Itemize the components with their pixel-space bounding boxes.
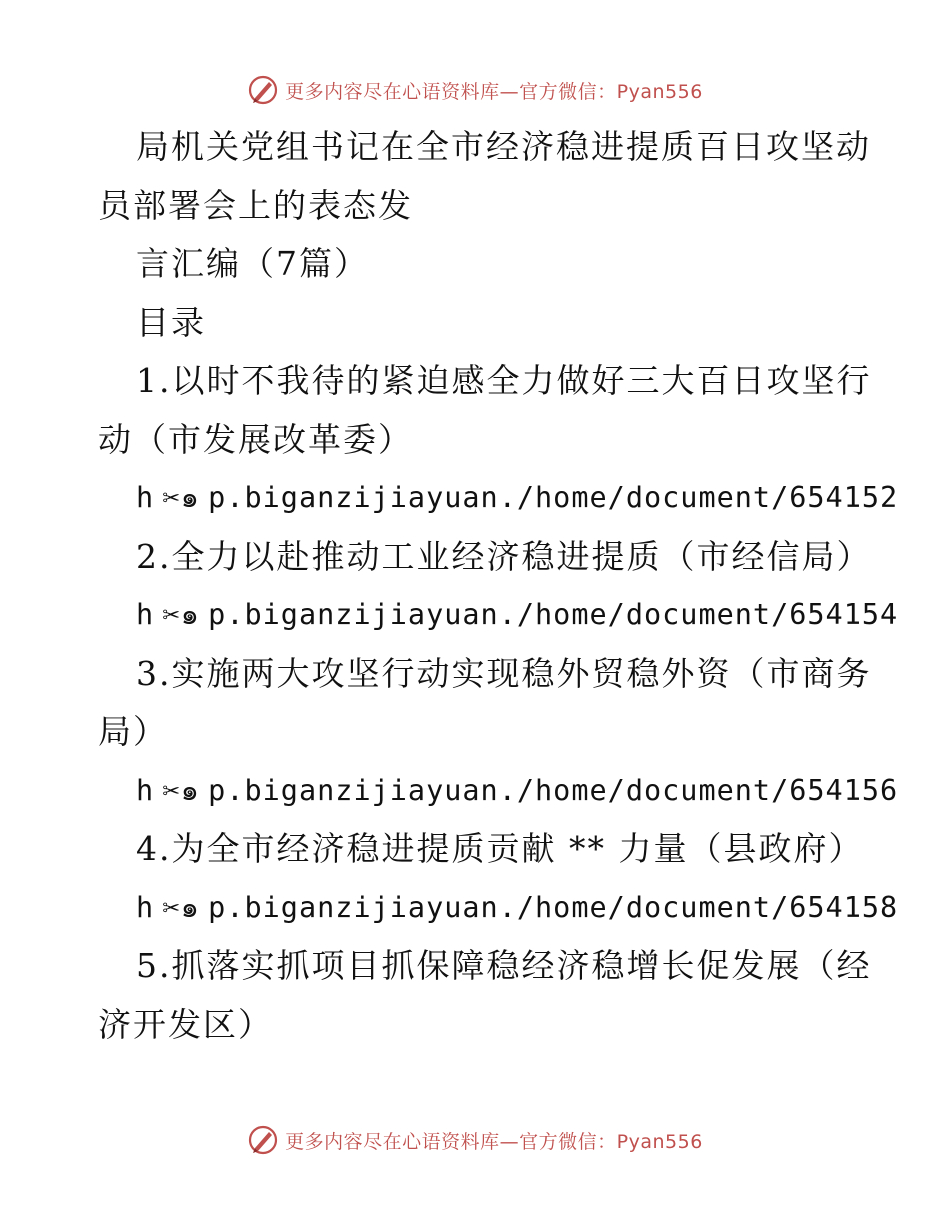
footer-banner [0,1120,950,1160]
url-prefix: h [136,890,155,924]
toc-entry-2-line-1[interactable]: 2.全力以赴推动工业经济稳进提质（市经信局） [136,536,872,576]
header-banner-text: 更多内容尽在心语资料库—官方微信：Pyan556 [285,80,703,103]
toc-entry-3-line-2[interactable]: 局） [98,712,168,751]
toc-entry-2-link[interactable] [98,586,899,645]
toc-entry-1-line-1[interactable]: 1.以时不我待的紧迫感全力做好三大百日攻坚行 [136,361,872,400]
toc-entry-3-line-1[interactable]: 3.实施两大攻坚行动实现稳外贸稳外资（市商务 [136,653,872,693]
document-title-line-3: 言汇编（7篇） [136,244,369,283]
scissors-glyph-icon: ✂๑ [162,890,200,924]
document-title-line-2: 员部署会上的表态发 [98,185,413,225]
toc-entry-5-line-2[interactable]: 济开发区） [98,1004,273,1044]
url-prefix: h [136,773,155,807]
header-banner [0,70,950,110]
pen-circle-logo-icon [247,74,279,106]
url-text: p.biganzijiayuan./home/document/654158 [208,890,899,924]
pen-circle-logo-icon [247,1124,279,1156]
scissors-glyph-icon: ✂๑ [162,598,200,631]
toc-heading: 目录 [136,302,206,342]
toc-entry-4-link[interactable] [98,879,899,938]
document-body [98,118,899,1054]
toc-entry-1-link[interactable] [98,469,899,528]
toc-entry-5-line-1[interactable]: 5.抓落实抓项目抓保障稳经济稳增长促发展（经 [136,946,872,985]
url-prefix: h [136,481,155,514]
footer-banner-text: 更多内容尽在心语资料库—官方微信：Pyan556 [285,1130,703,1153]
toc-entry-1-line-2[interactable]: 动（市发展改革委） [98,419,413,459]
url-prefix: h [136,598,155,631]
url-text: p.biganzijiayuan./home/document/654156 [208,773,899,807]
toc-entry-4-line-1[interactable]: 4.为全市经济稳进提质贡献 ** 力量（县政府） [136,829,864,868]
scissors-glyph-icon: ✂๑ [162,773,200,807]
url-text: p.biganzijiayuan./home/document/654154 [208,598,899,631]
toc-entry-3-link[interactable] [98,762,899,821]
document-title-line-1: 局机关党组书记在全市经济稳进提质百日攻坚动 [136,127,871,166]
url-text: p.biganzijiayuan./home/document/654152 [208,481,899,514]
scissors-glyph-icon: ✂๑ [162,481,200,514]
